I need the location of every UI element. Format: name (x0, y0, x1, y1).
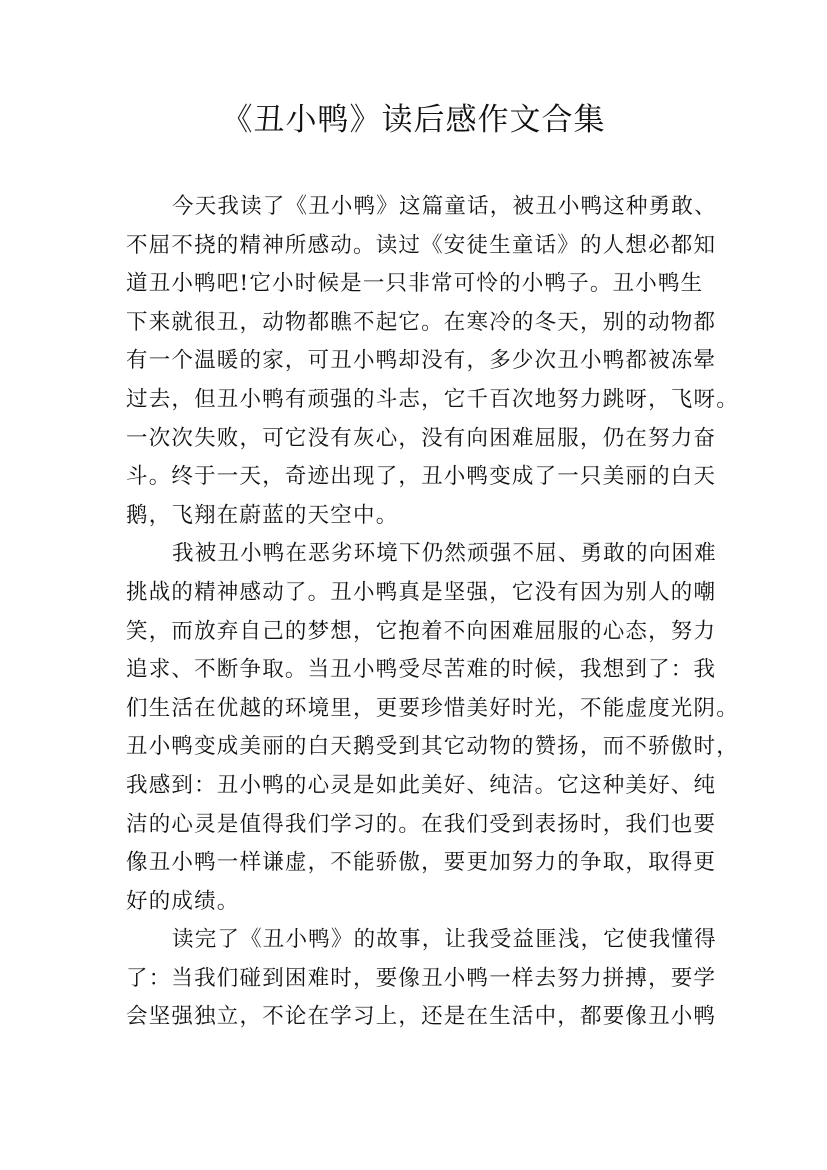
paragraph-1-line-8: 斗。终于一天，奇迹出现了，丑小鸭变成了一只美丽的白天 (126, 464, 717, 490)
paragraph-1-line-9: 鹅，飞翔在蔚蓝的天空中。 (126, 502, 399, 528)
paragraph-1-line-1: 今天我读了《丑小鸭》这篇童话，被丑小鸭这种勇敢、 (172, 194, 717, 219)
paragraph-2-line-6: 丑小鸭变成美丽的白天鹅受到其它动物的赞扬，而不骄傲时， (126, 734, 739, 760)
paragraph-3-line-2: 了：当我们碰到困难时，要像丑小鸭一样去努力拼搏，要学 (126, 965, 717, 991)
paragraph-1-line-5: 有一个温暖的家，可丑小鸭却没有，多少次丑小鸭都被冻晕 (126, 348, 717, 374)
paragraph-3-line-3: 会坚强独立，不论在学习上，还是在生活中，都要像丑小鸭 (126, 1004, 717, 1030)
paragraph-1-line-7: 一次次失败，可它没有灰心，没有向困难屈服，仍在努力奋 (126, 425, 717, 451)
paragraph-1-line-4: 下来就很丑，动物都瞧不起它。在寒冷的冬天，别的动物都 (126, 309, 717, 335)
paragraph-3-line-1: 读完了《丑小鸭》的故事，让我受益匪浅，它使我懂得 (172, 927, 717, 953)
document-body (126, 188, 739, 1037)
paragraph-2-line-9: 像丑小鸭一样谦虚，不能骄傲，要更加努力的争取，取得更 (126, 850, 717, 876)
paragraph-2-line-3: 笑，而放弃自己的梦想，它抱着不向困难屈服的心态，努力 (126, 618, 717, 644)
paragraph-2-line-10: 好的成绩。 (126, 888, 240, 914)
paragraph-2-line-7: 我感到：丑小鸭的心灵是如此美好、纯洁。它这种美好、纯 (126, 772, 717, 798)
paragraph-2-line-1: 我被丑小鸭在恶劣环境下仍然顽强不屈、勇敢的向困难 (172, 541, 717, 567)
paragraph-2-line-4: 追求、不断争取。当丑小鸭受尽苦难的时候，我想到了：我 (126, 657, 717, 683)
paragraph-1-line-2: 不屈不挠的精神所感动。读过《安徒生童话》的人想必都知 (126, 232, 717, 258)
paragraph-1-line-6: 过去，但丑小鸭有顽强的斗志，它千百次地努力跳呀，飞呀。 (126, 386, 739, 412)
paragraph-2-line-5: 们生活在优越的环境里，更要珍惜美好时光，不能虚度光阴。 (126, 695, 739, 721)
document-title: 《丑小鸭》读后感作文合集 (221, 102, 606, 138)
paragraph-1-line-3: 道丑小鸭吧!它小时候是一只非常可怜的小鸭子。丑小鸭生 (126, 271, 704, 297)
paragraph-2-line-2: 挑战的精神感动了。丑小鸭真是坚强，它没有因为别人的嘲 (126, 579, 717, 605)
paragraph-2-line-8: 洁的心灵是值得我们学习的。在我们受到表扬时，我们也要 (126, 811, 717, 837)
